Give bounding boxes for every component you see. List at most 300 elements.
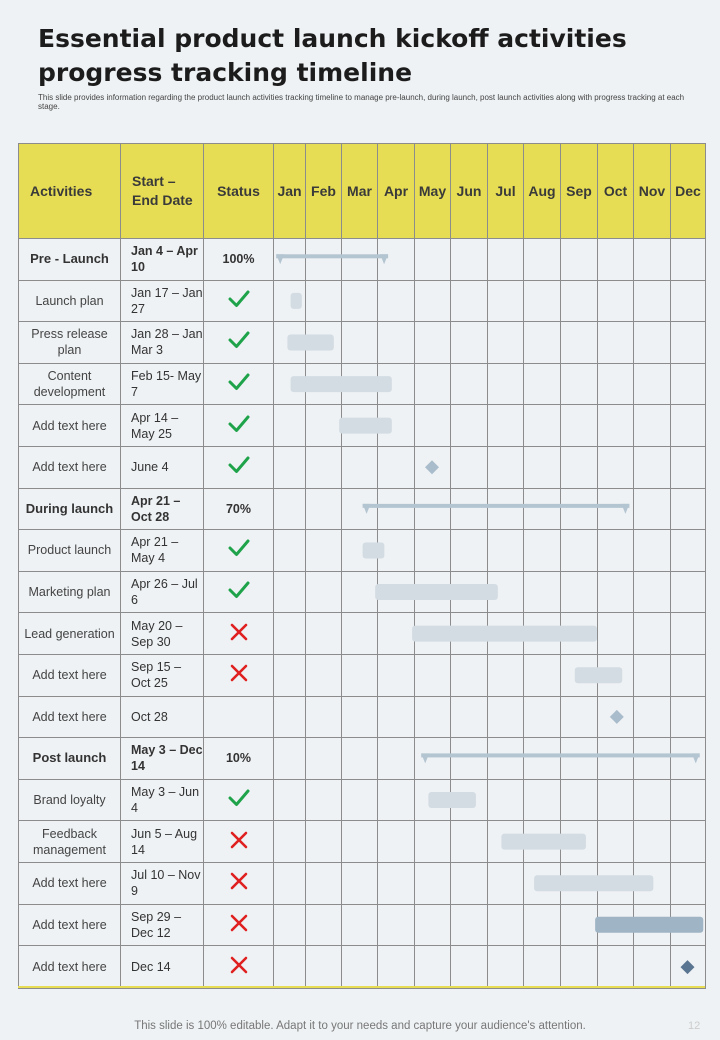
month-cell [415,571,451,613]
month-cell [598,654,634,696]
month-cell [378,946,415,989]
month-cell [524,696,561,738]
month-cell [561,488,598,530]
month-cell [274,904,306,946]
month-cell [488,904,524,946]
month-cell [342,904,378,946]
month-cell [598,862,634,904]
month-cell [342,239,378,281]
activity-name: Content development [19,363,121,405]
month-cell [598,322,634,364]
table-row [19,821,706,863]
header-month-may: May [415,144,451,239]
status-cross-icon [204,862,274,904]
month-cell [598,613,634,655]
month-cell [488,654,524,696]
month-cell [274,488,306,530]
month-cell [561,696,598,738]
activity-name: Add text here [19,696,121,738]
month-cell [342,488,378,530]
month-cell [274,239,306,281]
header-activities: Activities [19,144,121,239]
month-cell [378,654,415,696]
table-row [19,946,706,989]
month-cell [524,779,561,821]
month-cell [342,738,378,780]
month-cell [488,862,524,904]
month-cell [306,280,342,322]
month-cell [598,530,634,572]
header-month-jul: Jul [488,144,524,239]
month-cell [306,946,342,989]
month-cell [306,821,342,863]
status-value: 70% [204,488,274,530]
month-cell [342,862,378,904]
activity-dates: Oct 28 [121,696,204,738]
month-cell [561,821,598,863]
status-value: 10% [204,738,274,780]
month-cell [488,446,524,488]
month-cell [671,904,706,946]
table-row [19,405,706,447]
month-cell [274,446,306,488]
month-cell [671,862,706,904]
month-cell [671,779,706,821]
status-check-icon [204,322,274,364]
status-cross-icon [204,946,274,989]
month-cell [634,322,671,364]
month-cell [524,239,561,281]
page-title: Essential product launch kickoff activities progress tracking timeline [38,24,627,87]
month-cell [415,654,451,696]
check-icon [228,372,250,392]
month-cell [415,862,451,904]
month-cell [634,946,671,989]
month-cell [451,239,488,281]
month-cell [524,363,561,405]
month-cell [378,405,415,447]
month-cell [671,280,706,322]
month-cell [561,571,598,613]
month-cell [415,738,451,780]
phase-row [19,738,706,780]
month-cell [671,488,706,530]
table-header-row [19,144,706,239]
footer-note: This slide is 100% editable. Adapt it to your needs and capture your audience's attention. [134,1020,586,1032]
month-cell [306,239,342,281]
header-month-mar: Mar [342,144,378,239]
status-check-icon [204,446,274,488]
activity-dates: May 3 – Jun 4 [121,779,204,821]
month-cell [306,571,342,613]
activity-name: Launch plan [19,280,121,322]
table-row [19,779,706,821]
header-month-jan: Jan [274,144,306,239]
check-icon [228,289,250,309]
status-check-icon [204,571,274,613]
month-cell [342,613,378,655]
month-cell [524,530,561,572]
month-cell [524,862,561,904]
table-row [19,613,706,655]
month-cell [342,322,378,364]
month-cell [306,613,342,655]
month-cell [274,654,306,696]
month-cell [488,946,524,989]
month-cell [378,696,415,738]
month-cell [451,488,488,530]
month-cell [306,446,342,488]
month-cell [451,613,488,655]
status-check-icon [204,405,274,447]
month-cell [488,239,524,281]
month-cell [671,446,706,488]
month-cell [561,446,598,488]
month-cell [378,322,415,364]
month-cell [378,571,415,613]
month-cell [488,738,524,780]
activity-dates: Apr 21 – May 4 [121,530,204,572]
month-cell [451,821,488,863]
month-cell [561,280,598,322]
check-icon [228,330,250,350]
check-icon [228,580,250,600]
month-cell [306,862,342,904]
month-cell [342,363,378,405]
month-cell [451,904,488,946]
month-cell [524,446,561,488]
month-cell [306,779,342,821]
month-cell [274,779,306,821]
month-cell [634,405,671,447]
month-cell [415,696,451,738]
activity-name: Add text here [19,862,121,904]
month-cell [415,446,451,488]
month-cell [524,322,561,364]
activity-dates: Dec 14 [121,946,204,989]
table-row [19,696,706,738]
month-cell [634,488,671,530]
month-cell [671,738,706,780]
month-cell [488,696,524,738]
cross-icon [229,663,249,683]
status-cross-icon [204,613,274,655]
status-cross-icon [204,821,274,863]
status-value [204,696,274,738]
activity-dates: Feb 15- May 7 [121,363,204,405]
month-cell [451,654,488,696]
activity-dates: Apr 14 – May 25 [121,405,204,447]
month-cell [671,696,706,738]
month-cell [488,530,524,572]
table-row [19,530,706,572]
activity-dates: Sep 29 – Dec 12 [121,904,204,946]
month-cell [561,654,598,696]
month-cell [524,946,561,989]
month-cell [561,530,598,572]
month-cell [415,405,451,447]
header-month-jun: Jun [451,144,488,239]
month-cell [488,571,524,613]
month-cell [306,696,342,738]
month-cell [415,239,451,281]
month-cell [451,571,488,613]
status-cross-icon [204,904,274,946]
month-cell [306,738,342,780]
month-cell [451,862,488,904]
month-cell [378,613,415,655]
month-cell [451,280,488,322]
month-cell [598,239,634,281]
month-cell [598,405,634,447]
month-cell [634,363,671,405]
month-cell [342,946,378,989]
activity-dates: May 20 – Sep 30 [121,613,204,655]
cross-icon [229,913,249,933]
month-cell [378,530,415,572]
activity-dates: May 3 – Dec 14 [121,738,204,780]
month-cell [415,363,451,405]
activity-dates: Sep 15 – Oct 25 [121,654,204,696]
activity-name: Add text here [19,446,121,488]
header-status: Status [204,144,274,239]
month-cell [451,696,488,738]
month-cell [671,654,706,696]
table-row [19,322,706,364]
month-cell [306,654,342,696]
activity-name: Product launch [19,530,121,572]
table-row [19,446,706,488]
month-cell [274,696,306,738]
month-cell [598,488,634,530]
month-cell [378,821,415,863]
month-cell [634,280,671,322]
activity-dates: Jan 4 – Apr 10 [121,239,204,281]
header-month-aug: Aug [524,144,561,239]
header-month-dec: Dec [671,144,706,239]
month-cell [342,779,378,821]
month-cell [598,696,634,738]
month-cell [306,488,342,530]
status-value: 100% [204,239,274,281]
activity-name: Add text here [19,946,121,989]
month-cell [274,821,306,863]
month-cell [561,239,598,281]
month-cell [415,779,451,821]
month-cell [415,821,451,863]
activity-dates: Jun 5 – Aug 14 [121,821,204,863]
month-cell [561,613,598,655]
month-cell [378,239,415,281]
month-cell [274,280,306,322]
month-cell [561,405,598,447]
month-cell [378,904,415,946]
month-cell [451,946,488,989]
month-cell [524,904,561,946]
activity-name: Add text here [19,904,121,946]
activity-name: Post launch [19,738,121,780]
check-icon [228,788,250,808]
month-cell [671,322,706,364]
month-cell [306,405,342,447]
month-cell [274,322,306,364]
activity-dates: Apr 21 – Oct 28 [121,488,204,530]
month-cell [488,613,524,655]
month-cell [451,446,488,488]
month-cell [342,446,378,488]
month-cell [598,779,634,821]
activity-name: Add text here [19,654,121,696]
month-cell [274,738,306,780]
timeline-body [19,239,706,989]
month-cell [274,363,306,405]
month-cell [598,738,634,780]
table-row [19,654,706,696]
month-cell [634,738,671,780]
month-cell [524,488,561,530]
month-cell [378,363,415,405]
month-cell [342,571,378,613]
month-cell [451,405,488,447]
phase-row [19,239,706,281]
activity-name: Brand loyalty [19,779,121,821]
month-cell [634,613,671,655]
month-cell [671,821,706,863]
month-cell [378,446,415,488]
header-month-oct: Oct [598,144,634,239]
month-cell [415,322,451,364]
month-cell [671,405,706,447]
month-cell [306,363,342,405]
month-cell [634,446,671,488]
month-cell [634,904,671,946]
month-cell [598,946,634,989]
check-icon [228,455,250,475]
month-cell [415,488,451,530]
month-cell [671,613,706,655]
month-cell [561,779,598,821]
table-row [19,904,706,946]
month-cell [378,779,415,821]
month-cell [561,904,598,946]
month-cell [274,530,306,572]
activity-dates: Jan 28 – Jan Mar 3 [121,322,204,364]
header-month-nov: Nov [634,144,671,239]
month-cell [274,613,306,655]
month-cell [342,405,378,447]
month-cell [634,862,671,904]
phase-row [19,488,706,530]
month-cell [274,946,306,989]
header-dates: Start – End Date [121,144,204,239]
status-check-icon [204,530,274,572]
table-row [19,363,706,405]
table-bottom-rule [18,986,705,988]
month-cell [524,738,561,780]
month-cell [634,779,671,821]
month-cell [451,530,488,572]
month-cell [561,946,598,989]
month-cell [451,322,488,364]
month-cell [524,821,561,863]
header-month-sep: Sep [561,144,598,239]
activity-dates: Jul 10 – Nov 9 [121,862,204,904]
month-cell [378,488,415,530]
activity-name: Lead generation [19,613,121,655]
activity-dates: Apr 26 – Jul 6 [121,571,204,613]
check-icon [228,414,250,434]
month-cell [598,821,634,863]
page-number: 12 [688,1020,701,1032]
month-cell [488,322,524,364]
cross-icon [229,871,249,891]
activity-name: Press release plan [19,322,121,364]
month-cell [274,405,306,447]
month-cell [634,530,671,572]
month-cell [598,571,634,613]
month-cell [671,946,706,989]
month-cell [488,280,524,322]
activity-name: Marketing plan [19,571,121,613]
header-month-feb: Feb [306,144,342,239]
month-cell [451,779,488,821]
month-cell [451,738,488,780]
activity-dates: Jan 17 – Jan 27 [121,280,204,322]
month-cell [274,571,306,613]
month-cell [378,738,415,780]
status-check-icon [204,280,274,322]
month-cell [524,654,561,696]
month-cell [671,571,706,613]
month-cell [342,280,378,322]
month-cell [561,738,598,780]
activity-name: Feedback management [19,821,121,863]
month-cell [306,904,342,946]
month-cell [415,946,451,989]
month-cell [561,322,598,364]
month-cell [561,862,598,904]
month-cell [342,654,378,696]
month-cell [524,571,561,613]
table-row [19,862,706,904]
table-row [19,280,706,322]
month-cell [671,530,706,572]
month-cell [671,363,706,405]
month-cell [488,488,524,530]
month-cell [415,530,451,572]
month-cell [561,363,598,405]
status-check-icon [204,363,274,405]
month-cell [378,280,415,322]
month-cell [598,363,634,405]
month-cell [598,280,634,322]
month-cell [634,821,671,863]
month-cell [342,696,378,738]
month-cell [451,363,488,405]
month-cell [634,571,671,613]
status-check-icon [204,779,274,821]
month-cell [598,446,634,488]
month-cell [306,530,342,572]
activity-dates: June 4 [121,446,204,488]
month-cell [488,363,524,405]
cross-icon [229,955,249,975]
timeline-table [18,143,706,989]
cross-icon [229,622,249,642]
month-cell [306,322,342,364]
month-cell [488,821,524,863]
month-cell [488,405,524,447]
